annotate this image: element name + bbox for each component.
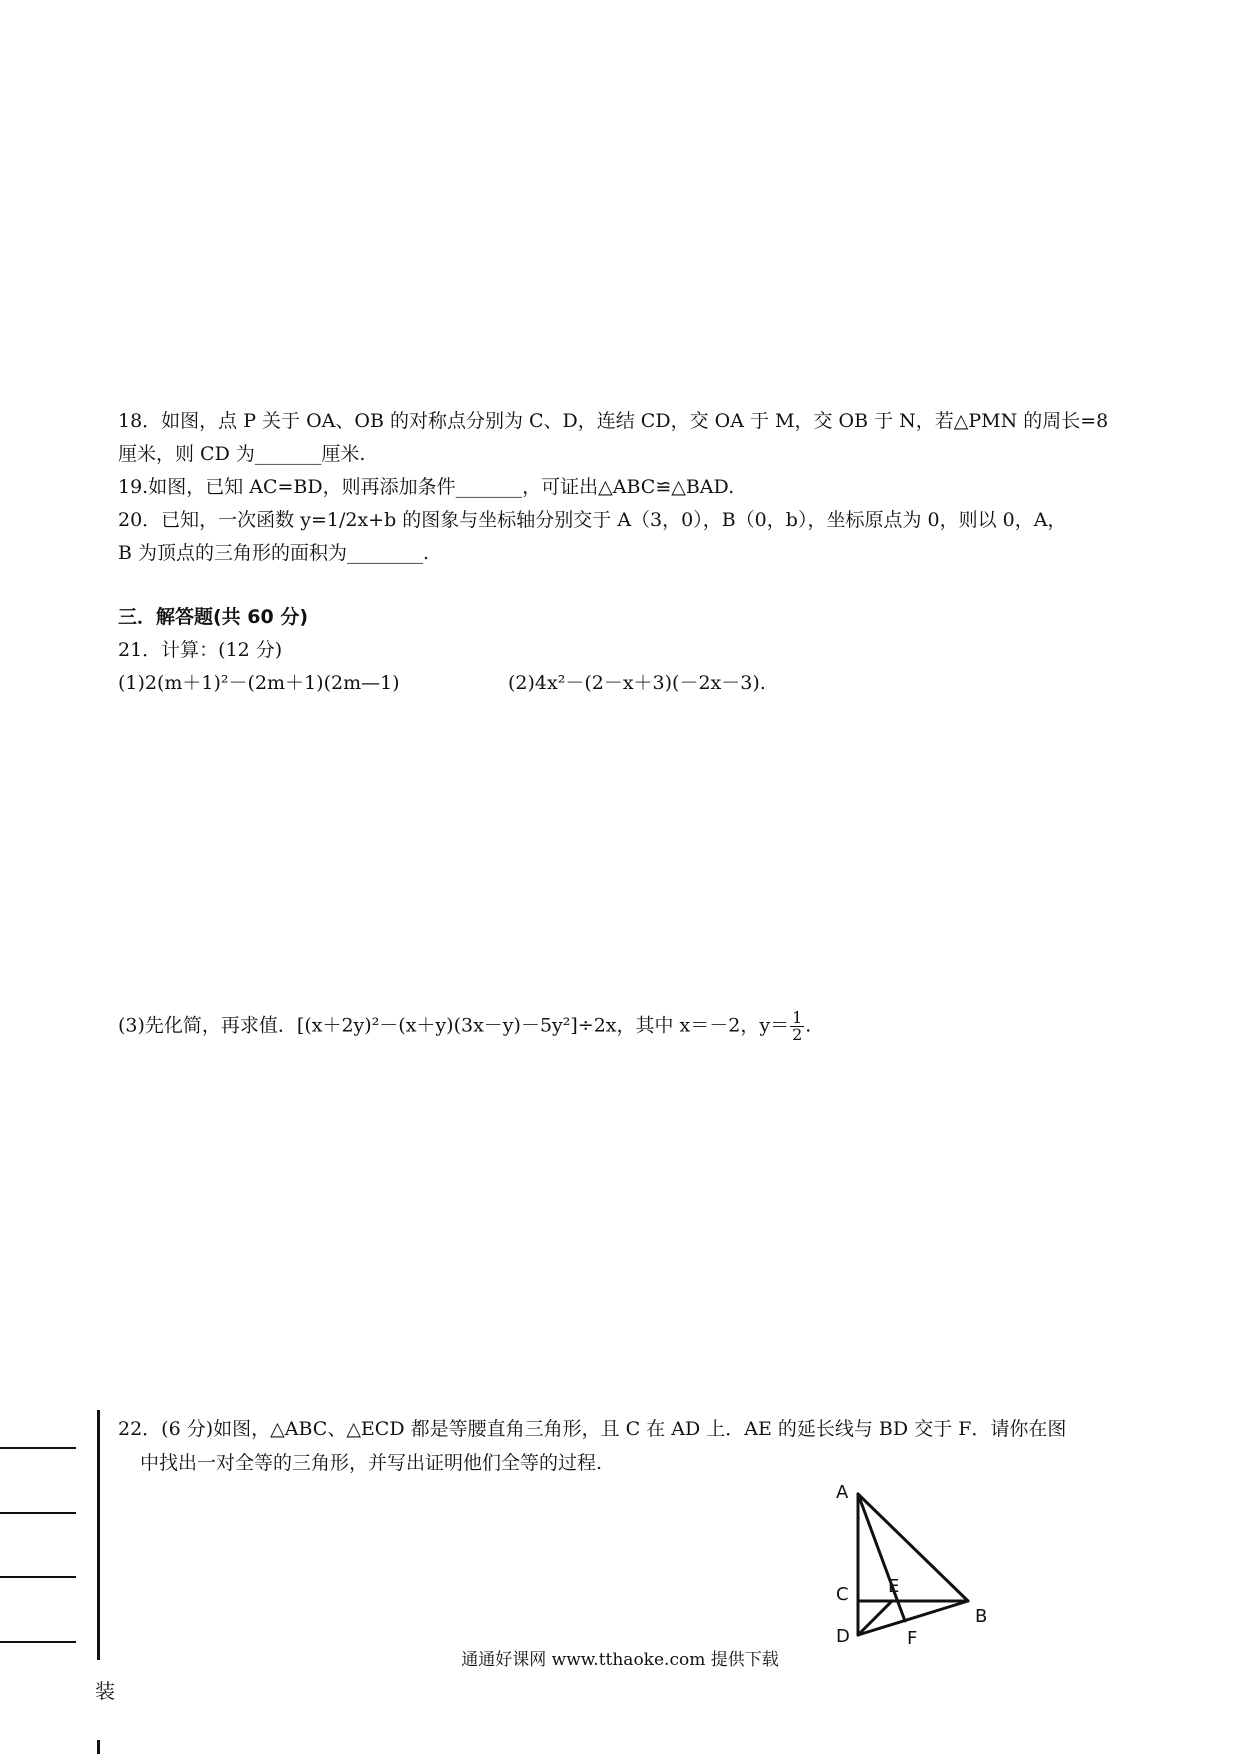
label-B: B — [975, 1606, 988, 1627]
q21-part3 — [118, 1010, 811, 1043]
q18-line1: 18．如图，点 P 关于 OA、OB 的对称点分别为 C、D，连结 CD，交 OA 于 M，交 OB 于 N，若△PMN 的周长=8 — [118, 410, 1109, 432]
label-A: A — [836, 1482, 849, 1503]
fraction-one-half — [790, 1010, 804, 1043]
margin-blank-line-3 — [0, 1576, 76, 1578]
q22-line1: 22．(6 分)如图，△ABC、△ECD 都是等腰直角三角形，且 C 在 AD 上．AE 的延长线与 BD 交于 F．请你在图 — [118, 1418, 1067, 1440]
fraction-denominator: 2 — [792, 1025, 803, 1044]
segment-AB — [858, 1494, 968, 1601]
label-D: D — [836, 1626, 850, 1647]
triangle-figure — [830, 1480, 1000, 1650]
q21-part3-end: . — [805, 1014, 812, 1037]
margin-blank-line-2 — [0, 1512, 76, 1514]
q21-title: 21．计算：(12 分) — [118, 639, 283, 661]
footer-source: 通通好课网 www.tthaoke.com 提供下载 — [461, 1650, 779, 1670]
fraction-numerator: 1 — [792, 1008, 803, 1027]
q18-line2: 厘米，则 CD 为_______厘米. — [118, 443, 366, 465]
binding-vertical-line-lower — [97, 1740, 100, 1754]
q19-text: 19.如图，已知 AC=BD，则再添加条件_______，可证出△ABC≌△BAD. — [118, 476, 735, 498]
q21-part3-text: (3)先化简，再求值．[(x＋2y)²－(x＋y)(3x－y)－5y²]÷2x，其中 x＝－2，y＝ — [118, 1014, 790, 1037]
binding-vertical-line — [97, 1410, 100, 1660]
q21-part1: (1)2(m＋1)²－(2m＋1)(2m—1) — [118, 672, 400, 694]
margin-blank-line-4 — [0, 1641, 76, 1643]
margin-blank-line-1 — [0, 1447, 76, 1449]
section-3-title: 三．解答题(共 60 分) — [118, 606, 309, 628]
q20-line2: B 为顶点的三角形的面积为________. — [118, 542, 430, 564]
label-C: C — [836, 1584, 849, 1605]
label-E: E — [888, 1576, 900, 1597]
q21-part2: (2)4x²－(2－x＋3)(－2x－3). — [508, 672, 766, 694]
q20-line1: 20．已知，一次函数 y=1/2x+b 的图象与坐标轴分别交于 A（3，0），B（0，b），坐标原点为 0，则以 0，A， — [118, 509, 1067, 531]
binding-mark: 装 — [95, 1679, 115, 1703]
q22-line2: 中找出一对全等的三角形，并写出证明他们全等的过程. — [140, 1452, 603, 1474]
label-F: F — [907, 1628, 918, 1649]
